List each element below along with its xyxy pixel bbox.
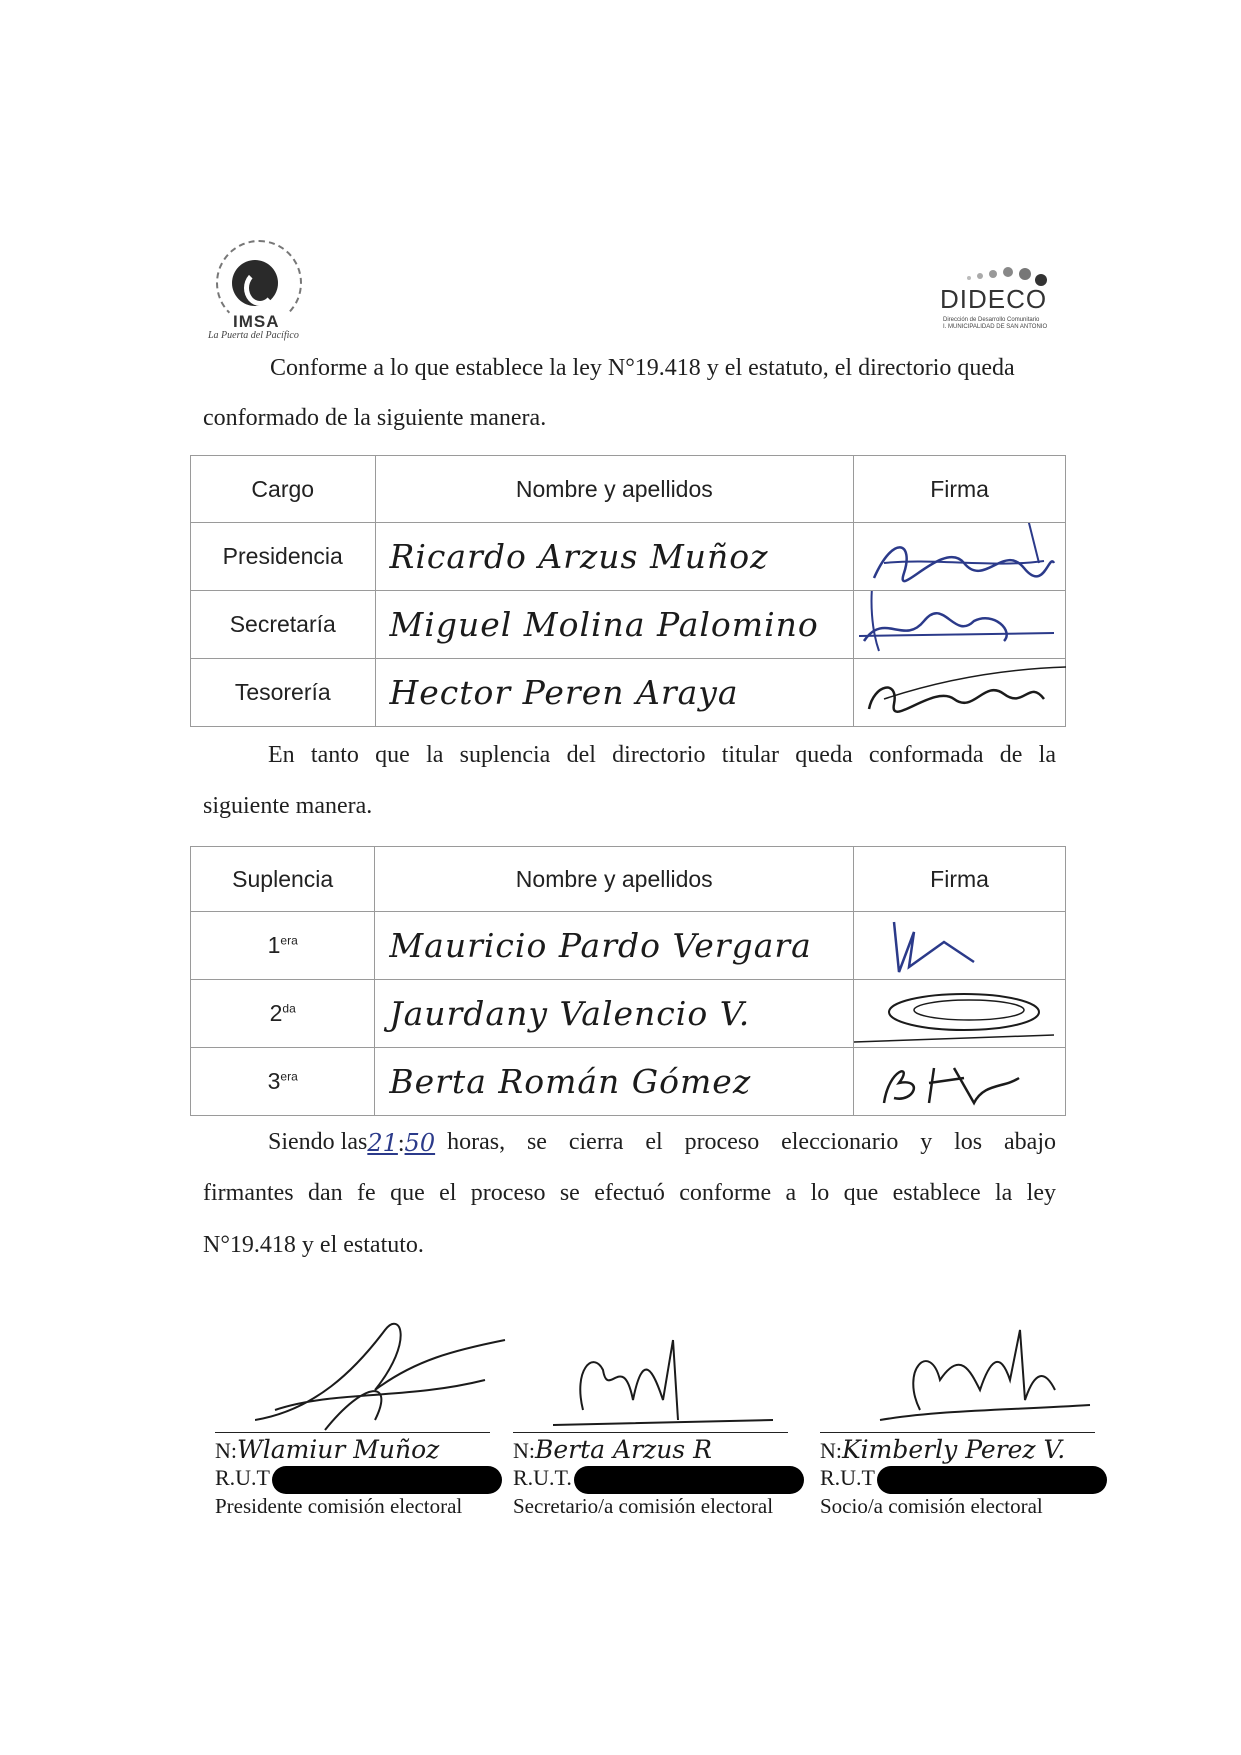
redaction-bar [574,1466,804,1494]
cargo-cell: Tesorería [191,659,376,727]
cargo-cell: Secretaría [191,591,376,659]
signature-icon [854,1048,1066,1116]
signer-rut: R.U.T [215,1465,502,1494]
table-row [191,591,1066,659]
dideco-logo-name: DIDECO [940,284,1048,314]
nombre-cell: Ricardo Arzus Muñoz [375,523,854,591]
header-nombre: Nombre y apellidos [375,847,854,912]
signature-line [215,1432,490,1433]
redaction-bar [877,1466,1107,1494]
signer-rut: R.U.T. [513,1465,804,1494]
closing-time: 21:50 [367,1129,436,1157]
header-cargo: Cargo [191,456,376,523]
suplencia-line-2: siguiente manera. [203,793,373,819]
nombre-cell: Hector Peren Araya [375,659,854,727]
table-header-row [191,847,1066,912]
signature-cell [854,912,1066,980]
suplencia-table [190,846,1066,1116]
imsa-logo [200,232,315,344]
signer-name: N:Wlamiur Muñoz [215,1435,440,1464]
signer-role: Socio/a comisión electoral [820,1494,1043,1518]
redaction-bar [272,1466,502,1494]
signature-line [820,1432,1095,1433]
table-row [191,912,1066,980]
globe-icon [232,260,278,306]
signature-icon [854,980,1066,1048]
signer-name: N:Kimberly Perez V. [820,1435,1066,1464]
signature-line [513,1432,788,1433]
closing-line-2: firmantes dan fe que el proceso se efectuó conforme a lo que establece la ley [203,1180,1056,1206]
dots-icon [967,262,1047,284]
header-firma: Firma [854,456,1066,523]
closing-line-1 [268,1129,1056,1158]
closing-pre: Siendo las [268,1129,368,1155]
directorio-table [190,455,1066,727]
signature-icon [553,1310,793,1440]
table-row [191,659,1066,727]
dideco-logo-subtitle: Dirección de Desarrollo Comunitario I. MUNICIPALIDAD DE SAN ANTONIO [943,317,1048,330]
signer-name: N:Berta Arzus R [513,1435,712,1464]
signature-icon [854,912,1066,980]
intro-line-2: conformado de la siguiente manera. [203,405,547,431]
header-suplencia: Suplencia [191,847,375,912]
signature-cell [854,591,1066,659]
signer-role: Presidente comisión electoral [215,1494,463,1518]
nombre-cell: Berta Román Gómez [375,1048,854,1116]
nombre-cell: Mauricio Pardo Vergara [375,912,854,980]
intro-line-1: Conforme a lo que establece la ley N°19.418 y el estatuto, el directorio queda [270,355,1015,381]
table-header-row [191,456,1066,523]
signature-cell [854,1048,1066,1116]
ordinal-cell: $2^{da}$ [191,980,375,1048]
signature-icon [854,659,1066,727]
signature-cell [854,659,1066,727]
table-row [191,980,1066,1048]
closing-post: horas, se cierra el proceso eleccionario y los abajo [447,1129,1056,1155]
signature-icon [860,1310,1100,1440]
ordinal-cell: $1^{era}$ [191,912,375,980]
table-row [191,1048,1066,1116]
signer-rut: R.U.T [820,1465,1107,1494]
dideco-logo [935,262,1055,342]
suplencia-line-1: En tanto que la suplencia del directorio titular queda conformada de la [268,742,1056,768]
signature-icon [854,523,1066,591]
ordinal-cell: $3^{era}$ [191,1048,375,1116]
header-nombre: Nombre y apellidos [375,456,854,523]
nombre-cell: Miguel Molina Palomino [375,591,854,659]
signature-icon [255,1310,515,1440]
cargo-cell: Presidencia [191,523,376,591]
signature-icon [854,591,1066,659]
nombre-cell: Jaurdany Valencio V. [375,980,854,1048]
signer-role: Secretario/a comisión electoral [513,1494,774,1518]
signature-cell [854,523,1066,591]
header-firma: Firma [854,847,1066,912]
table-row [191,523,1066,591]
imsa-logo-name: IMSA [233,312,280,331]
signature-cell [854,980,1066,1048]
imsa-logo-tagline: La Puerta del Pacífico [208,330,299,341]
closing-line-3: N°19.418 y el estatuto. [203,1232,424,1258]
